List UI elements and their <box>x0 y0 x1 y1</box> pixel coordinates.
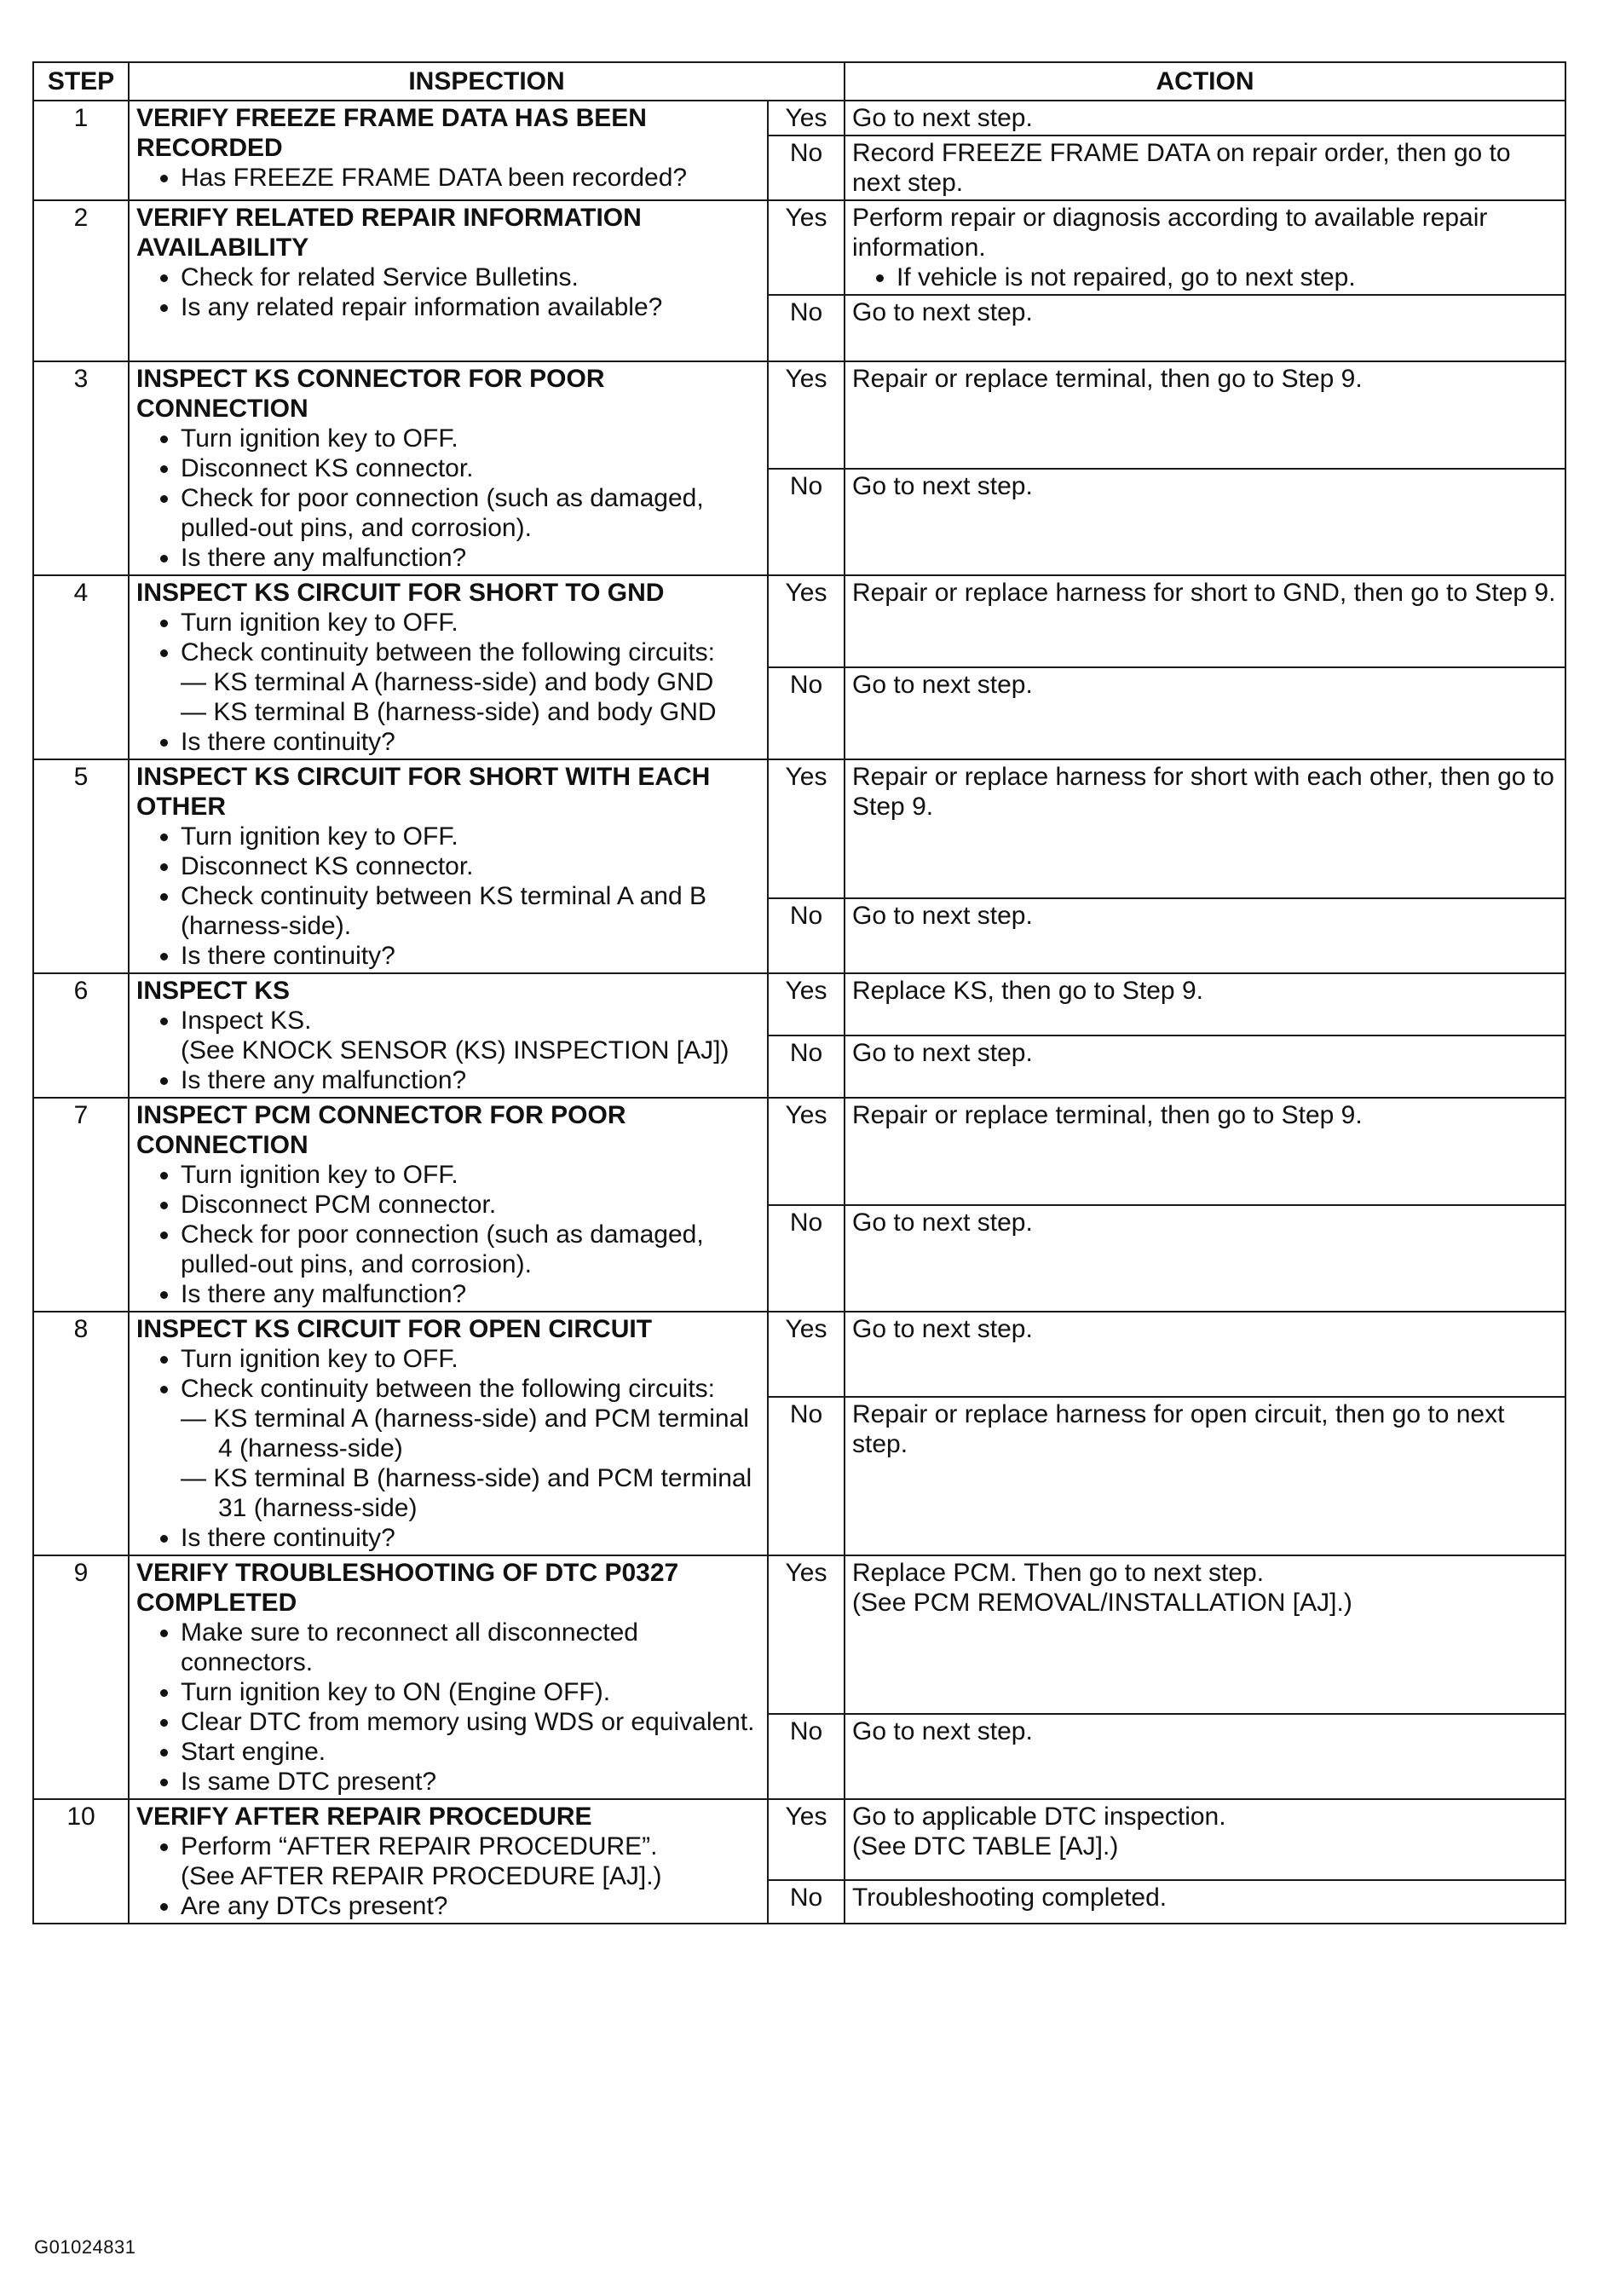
no-action: Go to next step. <box>845 295 1565 361</box>
no-label: No <box>768 1880 845 1924</box>
inspection-title: INSPECT KS CIRCUIT FOR SHORT WITH EACH OTHER <box>136 763 711 821</box>
yes-action: Go to next step. <box>845 101 1565 136</box>
step-3-yes-row <box>33 361 1565 469</box>
inspection-cell <box>129 101 768 200</box>
yes-action: Repair or replace terminal, then go to Step 9. <box>845 1098 1565 1205</box>
step-number: 2 <box>33 200 129 361</box>
step-7-yes-row <box>33 1098 1565 1205</box>
step-number: 5 <box>33 759 129 973</box>
inspection-item: • Turn ignition key to OFF. <box>181 1160 760 1190</box>
no-label: No <box>768 1205 845 1312</box>
inspection-item-text: Perform “AFTER REPAIR PROCEDURE”. <box>181 1832 658 1860</box>
step-number: 3 <box>33 361 129 575</box>
inspection-cell <box>129 361 768 575</box>
inspection-item: • Is there any malfunction? <box>181 1279 760 1309</box>
yes-label: Yes <box>768 973 845 1036</box>
no-label: No <box>768 469 845 576</box>
inspection-item-text: Check continuity between the following circuits: <box>181 1375 715 1403</box>
no-action: Record FREEZE FRAME DATA on repair order, then go to next step. <box>845 136 1565 200</box>
inspection-item: • Has FREEZE FRAME DATA been recorded? <box>181 163 760 193</box>
inspection-item: • Disconnect PCM connector. <box>181 1190 760 1220</box>
no-label: No <box>768 667 845 759</box>
inspection-item: • Check for related Service Bulletins. <box>181 262 760 292</box>
inspection-item: • Clear DTC from memory using WDS or equivalent. <box>181 1707 760 1737</box>
inspection-title: INSPECT KS CONNECTOR FOR POOR CONNECTION <box>136 365 605 423</box>
no-action: Go to next step. <box>845 898 1565 973</box>
circuit-list <box>181 1404 760 1523</box>
inspection-cell <box>129 575 768 759</box>
inspection-item <box>181 1006 760 1065</box>
yes-action: Go to next step. <box>845 1312 1565 1397</box>
inspection-item: • Disconnect KS connector. <box>181 453 760 483</box>
step-1-yes-row <box>33 101 1565 136</box>
inspection-title: VERIFY AFTER REPAIR PROCEDURE <box>136 1803 592 1831</box>
inspection-list <box>136 262 760 322</box>
inspection-item: • Turn ignition key to OFF. <box>181 1344 760 1374</box>
inspection-item: • Start engine. <box>181 1737 760 1767</box>
diagnostic-procedure <box>32 61 1565 1924</box>
reference-note: (See KNOCK SENSOR (KS) INSPECTION [AJ]) <box>181 1036 729 1064</box>
inspection-list <box>136 163 760 193</box>
inspection-item: • Is there any malfunction? <box>181 1065 760 1095</box>
step-5-yes-row <box>33 759 1565 898</box>
inspection-cell <box>129 973 768 1098</box>
no-label: No <box>768 1714 845 1799</box>
step-number: 9 <box>33 1555 129 1799</box>
step-2-yes-row <box>33 200 1565 295</box>
circuit-list <box>181 667 760 727</box>
inspection-title: INSPECT PCM CONNECTOR FOR POOR CONNECTION <box>136 1101 626 1159</box>
no-label: No <box>768 136 845 200</box>
inspection-item: • Turn ignition key to OFF. <box>181 608 760 637</box>
yes-label: Yes <box>768 200 845 295</box>
yes-action: Go to applicable DTC inspection. (See DTC TABLE [AJ].) <box>845 1799 1565 1880</box>
inspection-cell <box>129 759 768 973</box>
inspection-list <box>136 1344 760 1553</box>
no-action: Go to next step. <box>845 1036 1565 1098</box>
step-10-yes-row <box>33 1799 1565 1880</box>
yes-action-cell <box>845 200 1565 295</box>
header-inspection: INSPECTION <box>129 62 845 101</box>
no-action: Troubleshooting completed. <box>845 1880 1565 1924</box>
inspection-item <box>181 637 760 727</box>
inspection-item: • Check for poor connection (such as damaged, pulled-out pins, and corrosion). <box>181 1220 760 1279</box>
inspection-cell <box>129 1098 768 1312</box>
action-item: • If vehicle is not repaired, go to next step. <box>897 262 1558 292</box>
yes-label: Yes <box>768 1098 845 1205</box>
inspection-cell <box>129 200 768 361</box>
no-label: No <box>768 1036 845 1098</box>
inspection-item <box>181 1832 760 1891</box>
no-action: Repair or replace harness for open circuit, then go to next step. <box>845 1397 1565 1555</box>
inspection-item <box>181 1374 760 1523</box>
step-number: 1 <box>33 101 129 200</box>
step-9-yes-row <box>33 1555 1565 1714</box>
step-number: 10 <box>33 1799 129 1924</box>
no-action: Go to next step. <box>845 1714 1565 1799</box>
circuit-item: — KS terminal A (harness-side) and PCM terminal 4 (harness-side) <box>181 1405 749 1462</box>
header-action: ACTION <box>845 62 1565 101</box>
inspection-title: VERIFY RELATED REPAIR INFORMATION AVAILABILITY <box>136 204 642 262</box>
step-number: 4 <box>33 575 129 759</box>
inspection-cell <box>129 1312 768 1555</box>
yes-action: Repair or replace harness for short with each other, then go to Step 9. <box>845 759 1565 898</box>
reference-note: (See AFTER REPAIR PROCEDURE [AJ].) <box>181 1862 662 1890</box>
table-header-row <box>33 62 1565 101</box>
inspection-item: • Turn ignition key to OFF. <box>181 822 760 851</box>
inspection-item: • Is same DTC present? <box>181 1767 760 1797</box>
inspection-title: INSPECT KS <box>136 977 291 1005</box>
header-step: STEP <box>33 62 129 101</box>
figure-code: G01024831 <box>34 2236 136 2258</box>
step-number: 6 <box>33 973 129 1098</box>
inspection-item: • Turn ignition key to OFF. <box>181 424 760 453</box>
no-label: No <box>768 295 845 361</box>
inspection-list <box>136 1832 760 1921</box>
inspection-title: INSPECT KS CIRCUIT FOR SHORT TO GND <box>136 579 665 607</box>
inspection-table <box>32 61 1566 1924</box>
inspection-list <box>136 1160 760 1309</box>
yes-action: Replace KS, then go to Step 9. <box>845 973 1565 1036</box>
circuit-item: — KS terminal B (harness-side) and PCM terminal 31 (harness-side) <box>181 1464 752 1522</box>
inspection-item: • Is there continuity? <box>181 1523 760 1553</box>
step-4-yes-row <box>33 575 1565 667</box>
yes-action: Perform repair or diagnosis according to available repair information. <box>852 204 1488 262</box>
inspection-item: • Is there continuity? <box>181 941 760 971</box>
yes-label: Yes <box>768 759 845 898</box>
yes-label: Yes <box>768 1312 845 1397</box>
inspection-item-text: Check continuity between the following circuits: <box>181 638 715 666</box>
inspection-item-text: Inspect KS. <box>181 1007 312 1035</box>
yes-label: Yes <box>768 1555 845 1714</box>
no-label: No <box>768 1397 845 1555</box>
no-action: Go to next step. <box>845 469 1565 576</box>
inspection-list <box>136 1618 760 1797</box>
yes-label: Yes <box>768 101 845 136</box>
inspection-item: • Make sure to reconnect all disconnected connectors. <box>181 1618 760 1677</box>
inspection-item: • Check continuity between KS terminal A and B (harness-side). <box>181 881 760 941</box>
inspection-item: • Is there continuity? <box>181 727 760 757</box>
inspection-cell <box>129 1799 768 1924</box>
inspection-item: • Disconnect KS connector. <box>181 851 760 881</box>
inspection-list <box>136 1006 760 1095</box>
inspection-title: INSPECT KS CIRCUIT FOR OPEN CIRCUIT <box>136 1315 653 1343</box>
step-6-yes-row <box>33 973 1565 1036</box>
inspection-list <box>136 822 760 971</box>
yes-action: Replace PCM. Then go to next step. (See PCM REMOVAL/INSTALLATION [AJ].) <box>845 1555 1565 1714</box>
step-number: 7 <box>33 1098 129 1312</box>
yes-action: Repair or replace terminal, then go to Step 9. <box>845 361 1565 469</box>
inspection-title: VERIFY FREEZE FRAME DATA HAS BEEN RECORDED <box>136 104 647 162</box>
inspection-list <box>136 424 760 573</box>
circuit-item: — KS terminal A (harness-side) and body GND <box>181 668 714 696</box>
no-label: No <box>768 898 845 973</box>
step-number: 8 <box>33 1312 129 1555</box>
circuit-item: — KS terminal B (harness-side) and body GND <box>181 698 717 726</box>
inspection-item: • Is any related repair information available? <box>181 292 760 322</box>
inspection-cell <box>129 1555 768 1799</box>
inspection-item: • Is there any malfunction? <box>181 543 760 573</box>
step-8-yes-row <box>33 1312 1565 1397</box>
yes-label: Yes <box>768 1799 845 1880</box>
inspection-list <box>136 608 760 757</box>
yes-label: Yes <box>768 575 845 667</box>
inspection-item: • Are any DTCs present? <box>181 1891 760 1921</box>
no-action: Go to next step. <box>845 667 1565 759</box>
inspection-item: • Turn ignition key to ON (Engine OFF). <box>181 1677 760 1707</box>
yes-action: Repair or replace harness for short to GND, then go to Step 9. <box>845 575 1565 667</box>
inspection-title: VERIFY TROUBLESHOOTING OF DTC P0327 COMPLETED <box>136 1559 679 1617</box>
no-action: Go to next step. <box>845 1205 1565 1312</box>
inspection-item: • Check for poor connection (such as damaged, pulled-out pins, and corrosion). <box>181 483 760 543</box>
action-list <box>852 262 1558 292</box>
yes-label: Yes <box>768 361 845 469</box>
